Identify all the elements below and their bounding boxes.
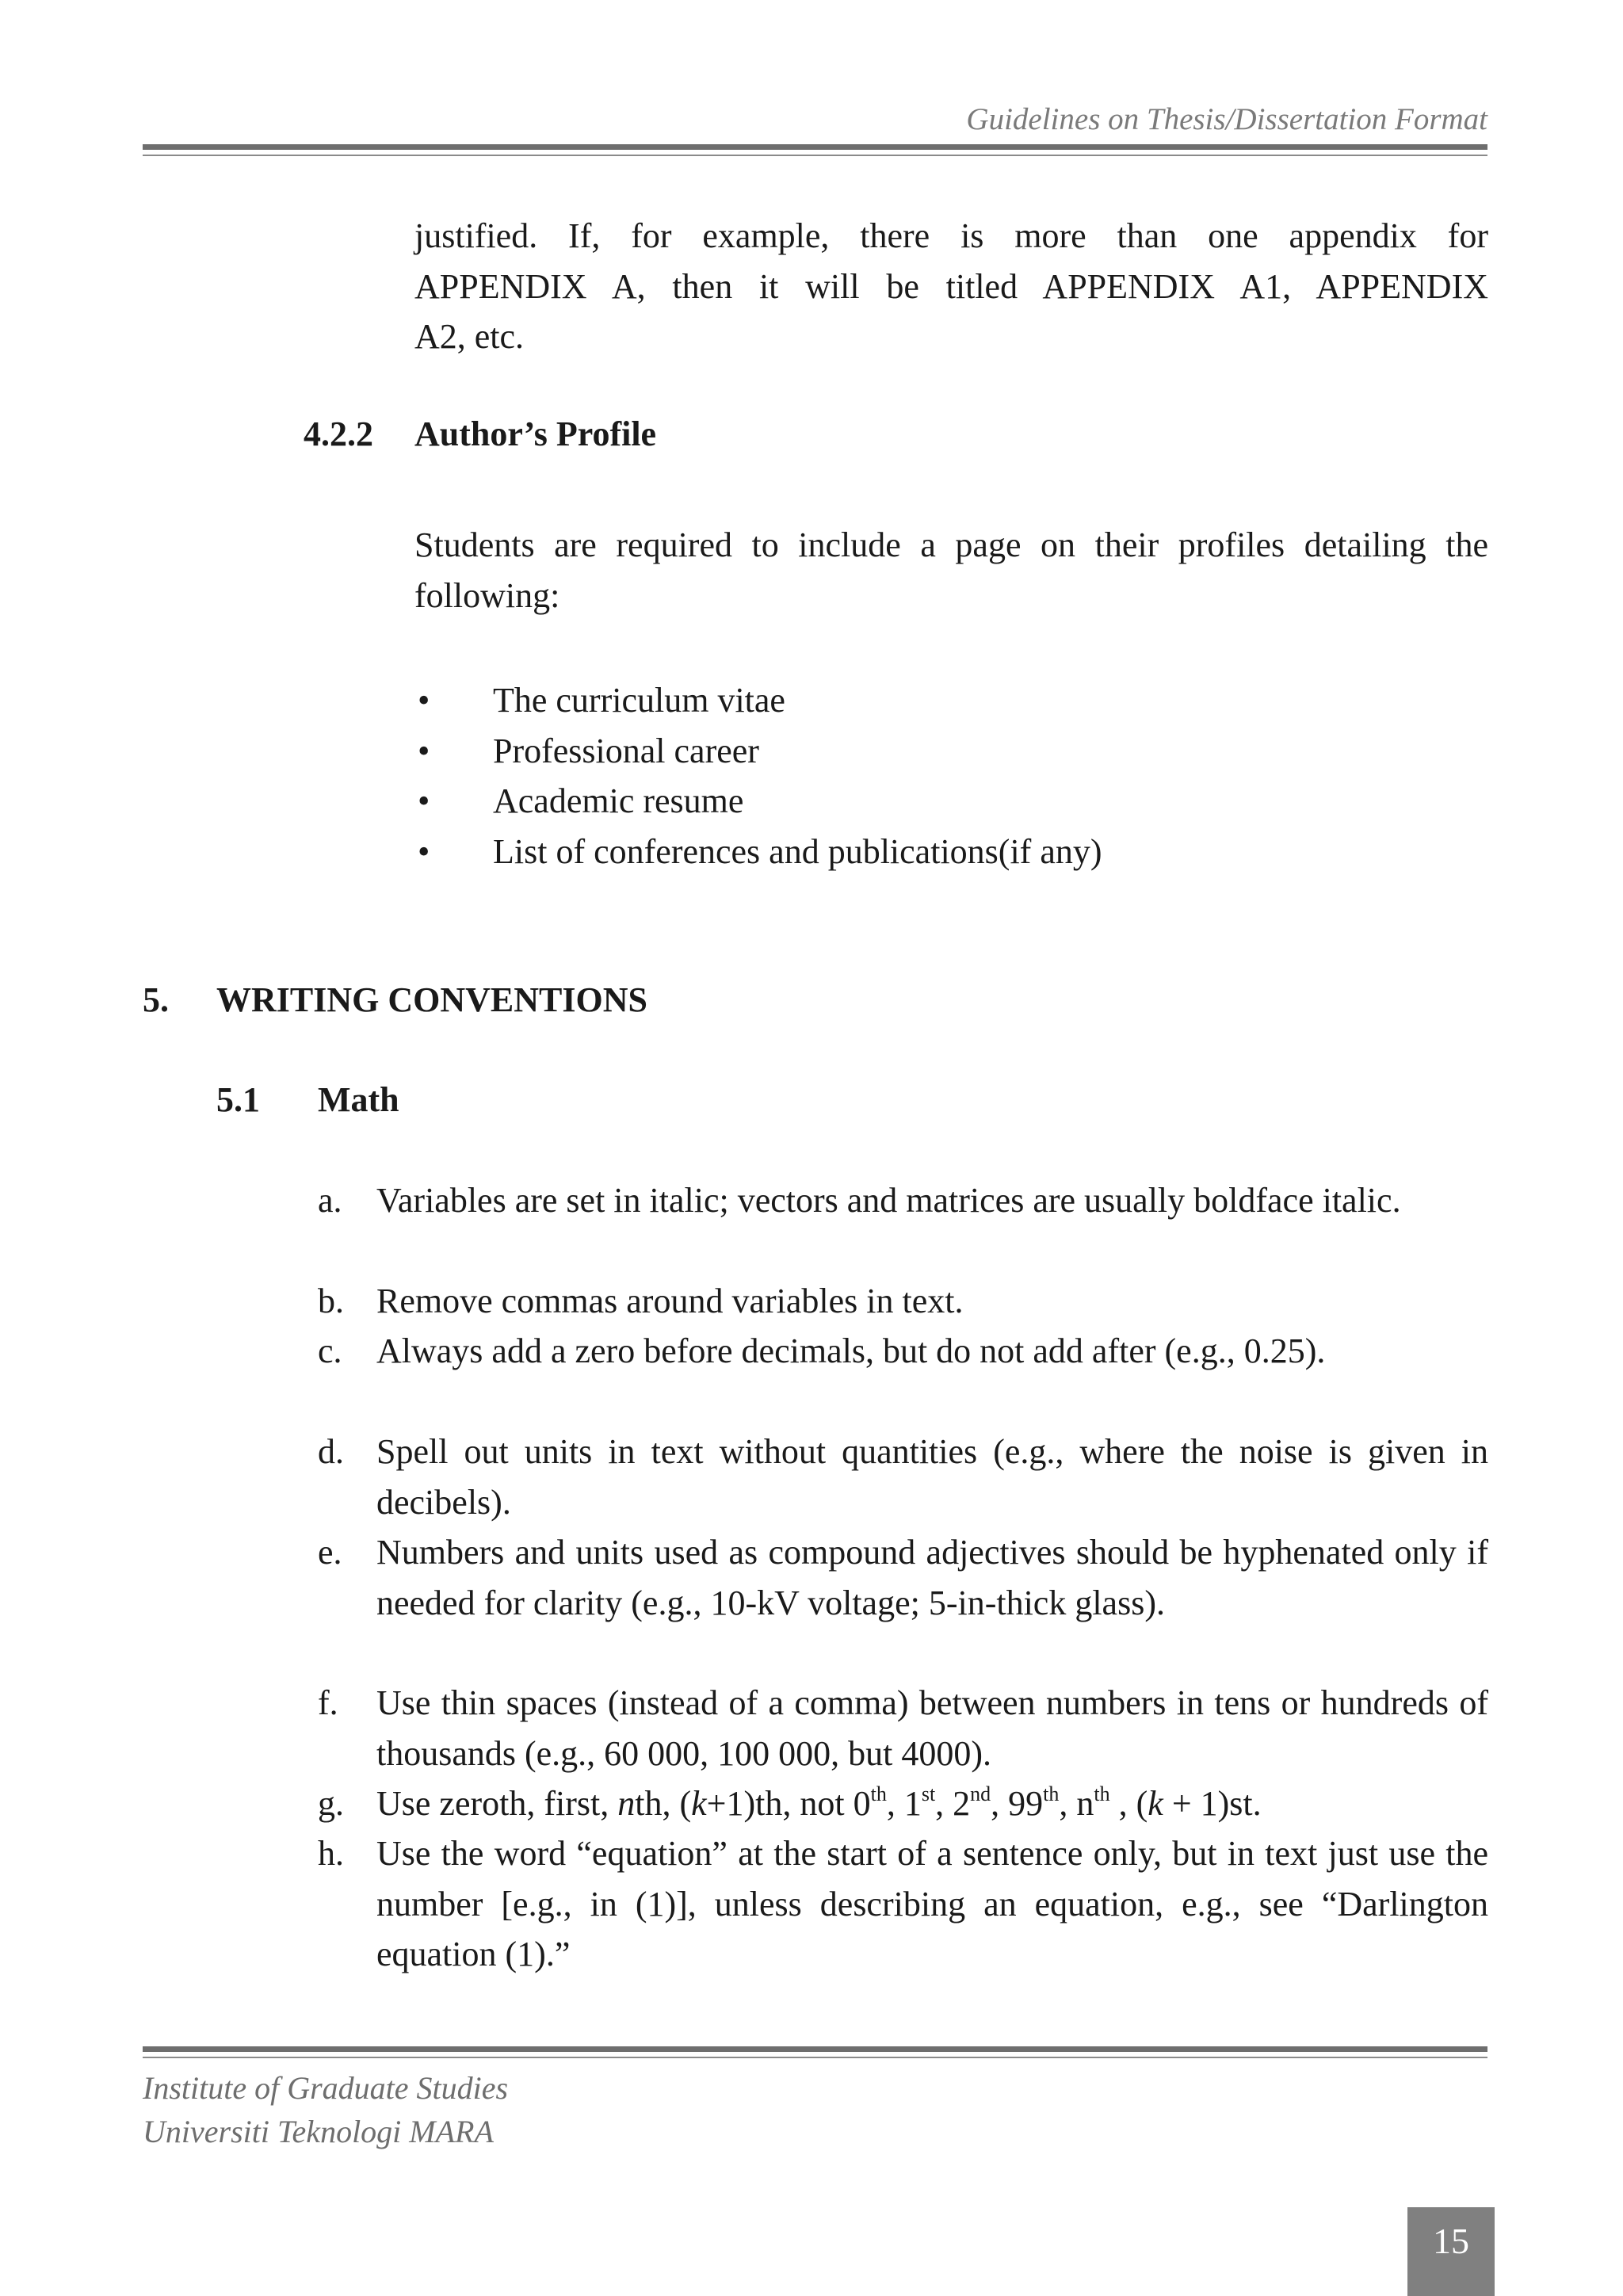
list-text: Use the word “equation” at the start of a sentence only, but in text just use the number [e.g., in (1)], unless describing an equation, e.g., see “Darlington equation (1).” (376, 1834, 1488, 1973)
paragraph-line: following: (414, 575, 560, 615)
page-number-box (1407, 2207, 1495, 2296)
paragraph-line: Students are required to include a page on their profiles detailing the (414, 525, 1488, 564)
list-letter: c. (318, 1331, 342, 1370)
list-letter: h. (318, 1834, 344, 1873)
superscript: th (1043, 1782, 1060, 1805)
math-list-item-g (318, 1778, 1488, 1829)
bullet-text: Academic resume (493, 781, 744, 820)
page-number: 15 (1433, 2221, 1469, 2261)
intro-line: justified. If, for example, there is more than one appendix for (414, 216, 1488, 255)
section-422-paragraph (414, 520, 1488, 621)
footer-institute: Institute of Graduate Studies (143, 2070, 509, 2106)
list-text: Spell out units in text without quantities (e.g., where the noise is given in decibels). (376, 1432, 1488, 1522)
intro-paragraph (414, 211, 1488, 362)
section-51-number: 5.1 (216, 1080, 260, 1119)
italic-variable: n (617, 1784, 636, 1823)
bullet-text: List of conferences and publications(if any) (493, 831, 1102, 871)
bullet-text: Professional career (493, 731, 759, 770)
intro-line: A2, etc. (414, 317, 525, 356)
list-text: Numbers and units used as compound adjectives should be hyphenated only if needed for clarity (e.g., 10-kV voltage; 5-in-thick glass). (376, 1533, 1488, 1622)
text-fragment: , 1 (886, 1784, 922, 1823)
list-letter: g. (318, 1784, 344, 1823)
intro-line: APPENDIX A, then it will be titled APPENDIX A1, APPENDIX (414, 266, 1488, 306)
bullet-symbol: • (418, 831, 430, 871)
footer-university: Universiti Teknologi MARA (143, 2114, 494, 2149)
text-fragment: th, ( (635, 1784, 692, 1823)
math-list-item-e (318, 1527, 1488, 1628)
math-list-item-b (318, 1276, 1488, 1327)
list-text: Remove commas around variables in text. (376, 1282, 964, 1320)
text-fragment: , n (1059, 1784, 1094, 1823)
section-422-heading (304, 414, 373, 454)
bullet-symbol: • (418, 781, 430, 820)
text-fragment: + 1)st. (1163, 1784, 1262, 1823)
text-fragment: Use zeroth, first, (376, 1784, 618, 1823)
bullet-text: The curriculum vitae (493, 681, 785, 720)
header-rule-thin (143, 155, 1487, 156)
bullet-symbol: • (418, 681, 430, 720)
math-list-item-f (318, 1678, 1488, 1778)
math-list-item-d (318, 1427, 1488, 1527)
superscript: st (921, 1782, 936, 1805)
list-text: Variables are set in italic; vectors and matrices are usually boldface italic. (376, 1181, 1401, 1220)
section-number: 4.2.2 (304, 415, 373, 453)
italic-variable: k (691, 1784, 707, 1823)
text-fragment: , 99 (991, 1784, 1044, 1823)
superscript: nd (970, 1782, 991, 1805)
bullet-list (418, 675, 1448, 881)
math-list-item-c (318, 1326, 1488, 1377)
math-list-item-h (318, 1828, 1488, 1980)
italic-variable: k (1148, 1784, 1163, 1823)
text-fragment: , ( (1109, 1784, 1148, 1823)
list-letter: a. (318, 1181, 342, 1220)
list-letter: d. (318, 1432, 344, 1471)
list-text: Always add a zero before decimals, but do not add after (e.g., 0.25). (376, 1331, 1326, 1370)
header-title: Guidelines on Thesis/Dissertation Format (966, 102, 1487, 136)
list-letter: f. (318, 1683, 338, 1722)
superscript: th (870, 1782, 887, 1805)
section-5-number: 5. (143, 980, 169, 1019)
text-fragment: +1)th, not 0 (706, 1784, 871, 1823)
section-422-title: Author’s Profile (414, 415, 657, 453)
bullet-symbol: • (418, 731, 430, 770)
list-text: Use thin spaces (instead of a comma) between numbers in tens or hundreds of thousands (e.g., 60 000, 100 000, but 4000). (376, 1683, 1488, 1773)
footer-rule-thick (143, 2046, 1487, 2052)
list-letter: e. (318, 1533, 342, 1572)
text-fragment: , 2 (935, 1784, 971, 1823)
footer-rule-thin (143, 2057, 1487, 2058)
list-text (376, 1778, 1488, 1829)
section-5-title: WRITING CONVENTIONS (216, 980, 647, 1019)
list-letter: b. (318, 1282, 344, 1320)
header-rule-thick (143, 144, 1487, 150)
section-51-title: Math (318, 1080, 399, 1119)
superscript: th (1094, 1782, 1110, 1805)
math-list-item-a (318, 1175, 1488, 1226)
